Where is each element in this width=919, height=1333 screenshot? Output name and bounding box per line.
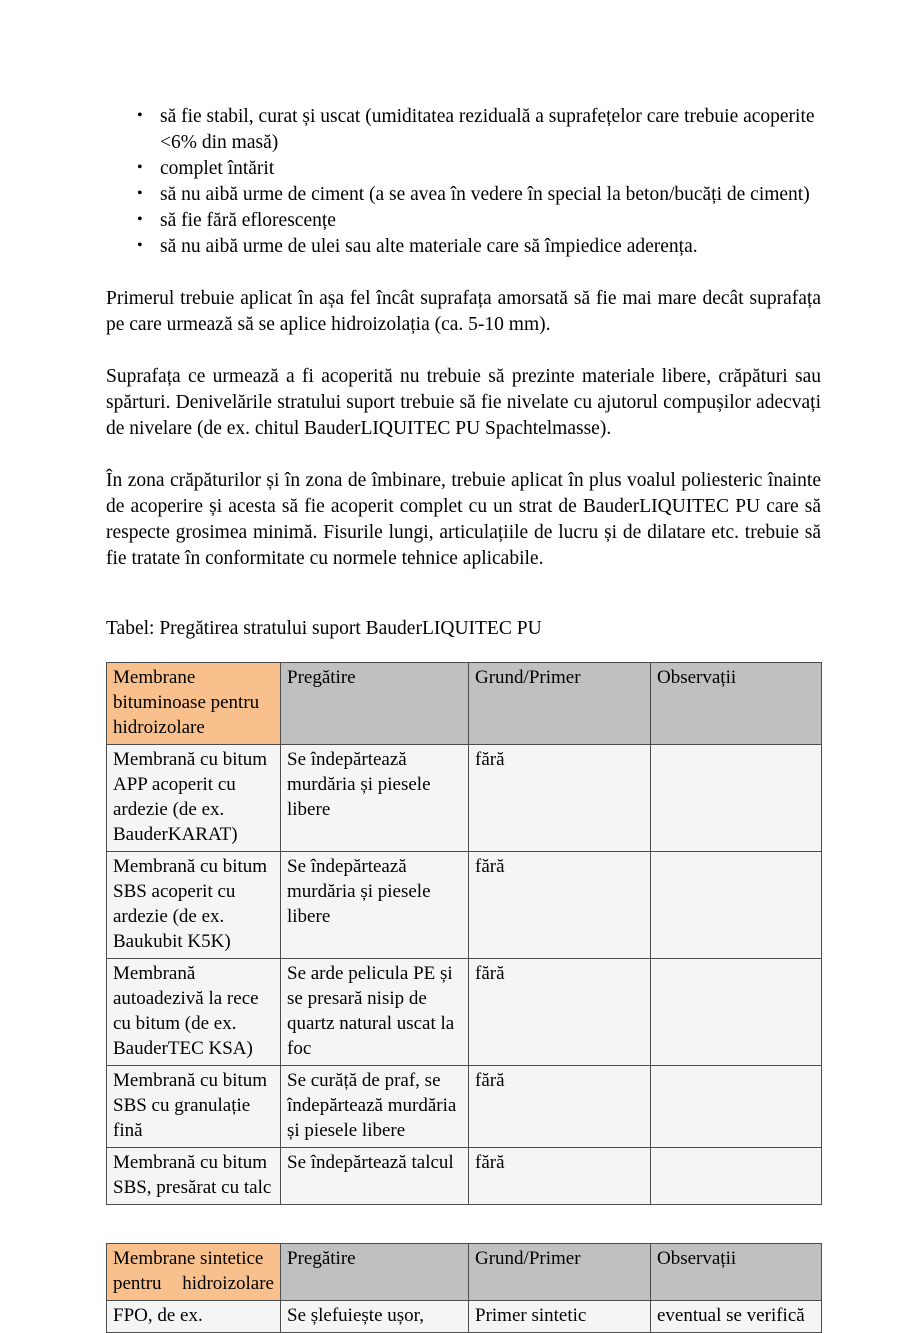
- cell-primer: fără: [469, 1066, 651, 1148]
- table-header-row: [107, 1244, 822, 1301]
- table-bituminous-membranes: [106, 662, 822, 1205]
- cell-preparation: Se arde pelicula PE și se presară nisip de quartz natural uscat la foc: [281, 959, 469, 1066]
- cell-preparation: Se îndepărtează murdăria și piesele libere: [281, 852, 469, 959]
- table-body: [107, 1301, 822, 1333]
- list-item: • să fie fără eflorescențe: [106, 208, 821, 234]
- list-item: • să fie stabil, curat și uscat (umiditatea reziduală a suprafețelor care trebuie acoperite <6% din masă): [106, 104, 821, 156]
- spacer: [106, 572, 821, 616]
- list-item: • să nu aibă urme de ciment (a se avea în vedere în special la beton/bucăți de ciment): [106, 182, 821, 208]
- cell-observations: eventual se verifică: [651, 1301, 822, 1333]
- table-caption: Tabel: Pregătirea stratului suport BauderLIQUITEC PU: [106, 618, 542, 639]
- cell-category: Membrană autoadezivă la rece cu bitum (de ex. BauderTEC KSA): [107, 959, 281, 1066]
- cell-observations: [651, 1066, 822, 1148]
- table-header: [107, 1244, 822, 1301]
- table-header-row: [107, 663, 822, 745]
- spacer: [106, 260, 821, 286]
- column-header-preparation: Pregătire: [281, 1244, 469, 1301]
- cell-primer: fără: [469, 745, 651, 852]
- table-header: [107, 663, 822, 745]
- column-header-primer: Grund/Primer: [469, 1244, 651, 1301]
- table-row: [107, 1066, 822, 1148]
- table-row: [107, 959, 822, 1066]
- cell-preparation: Se îndepărtează talcul: [281, 1148, 469, 1205]
- paragraph-primer: Primerul trebuie aplicat în așa fel încât suprafața amorsată să fie mai mare decât suprafața pe care urmează să se aplice hidroizolația (ca. 5-10 mm).: [106, 288, 821, 335]
- column-header-category: Membrane bituminoase pentru hidroizolare: [107, 663, 281, 745]
- table-row: [107, 1301, 822, 1333]
- cell-preparation: Se șlefuiește ușor,: [281, 1301, 469, 1333]
- spacer: [106, 642, 821, 662]
- cell-category: Membrană cu bitum SBS cu granulație fină: [107, 1066, 281, 1148]
- paragraph-cracks: În zona crăpăturilor și în zona de îmbinare, trebuie aplicat în plus voalul poliesteric înainte de acoperire și acesta să fie acoperit complet cu un strat de BauderLIQUITEC PU care să respecte grosimea minimă. Fisurile lungi, articulațiile de lucru și de dilatare etc. trebuie să fie tratate în conformitate cu normele tehnice aplicabile.: [106, 470, 821, 569]
- list-item: • complet întărit: [106, 156, 821, 182]
- table-row: [107, 852, 822, 959]
- cell-category: Membrană cu bitum SBS acoperit cu ardezie (de ex. Baukubit K5K): [107, 852, 281, 959]
- requirements-bullet-list: [106, 104, 821, 260]
- column-header-preparation: Pregătire: [281, 663, 469, 745]
- spacer: [106, 338, 821, 364]
- cell-observations: [651, 959, 822, 1066]
- cell-preparation: Se curăță de praf, se îndepărtează murdăria și piesele libere: [281, 1066, 469, 1148]
- column-header-primer: Grund/Primer: [469, 663, 651, 745]
- column-header-category: Membrane sintetice pentru hidroizolare: [107, 1244, 281, 1301]
- cell-primer: fără: [469, 959, 651, 1066]
- cell-primer: fără: [469, 1148, 651, 1205]
- cell-category: FPO, de ex.: [107, 1301, 281, 1333]
- spacer: [106, 442, 821, 468]
- table-body: [107, 745, 822, 1205]
- column-header-observations: Observații: [651, 663, 822, 745]
- cell-observations: [651, 1148, 822, 1205]
- spacer: [106, 1205, 821, 1243]
- table-synthetic-wrapper: [106, 1243, 821, 1333]
- cell-observations: [651, 745, 822, 852]
- column-header-observations: Observații: [651, 1244, 822, 1301]
- cell-primer: fără: [469, 852, 651, 959]
- table-row: [107, 745, 822, 852]
- cell-category: Membrană cu bitum APP acoperit cu ardezie (de ex. BauderKARAT): [107, 745, 281, 852]
- table-synthetic-membranes: [106, 1243, 822, 1333]
- cell-primer: Primer sintetic: [469, 1301, 651, 1333]
- cell-observations: [651, 852, 822, 959]
- cell-category: Membrană cu bitum SBS, presărat cu talc: [107, 1148, 281, 1205]
- list-item: • să nu aibă urme de ulei sau alte materiale care să împiedice aderența.: [106, 234, 821, 260]
- paragraph-surface: Suprafața ce urmează a fi acoperită nu trebuie să prezinte materiale libere, crăpături sau spărturi. Denivelările stratului suport trebuie să fie nivelate cu ajutorul compușilor adecvați de nivelare (de ex. chitul BauderLIQUITEC PU Spachtelmasse).: [106, 366, 821, 439]
- cell-preparation: Se îndepărtează murdăria și piesele libere: [281, 745, 469, 852]
- table-row: [107, 1148, 822, 1205]
- page-content: [106, 104, 821, 1333]
